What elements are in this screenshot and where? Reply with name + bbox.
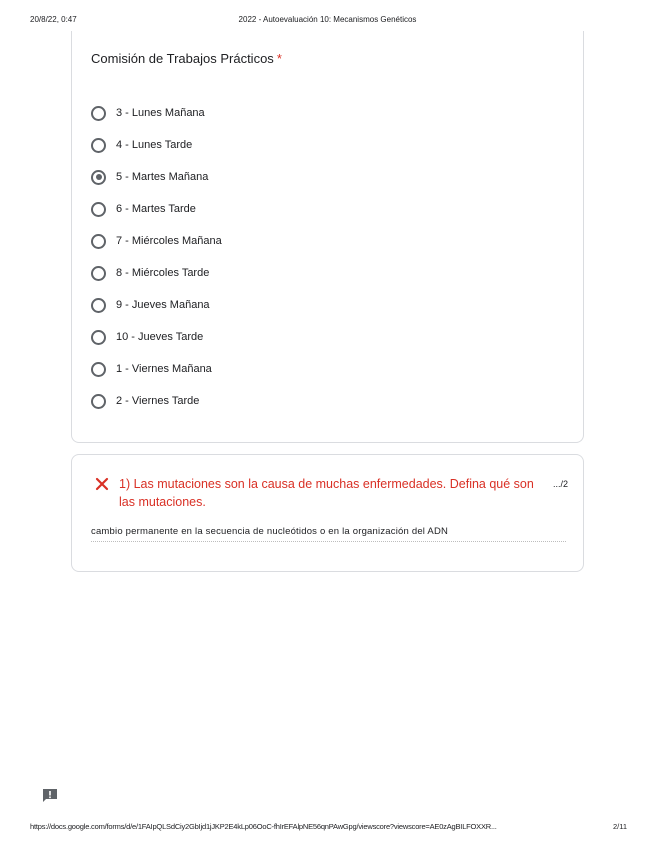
page-url: https://docs.google.com/forms/d/e/1FAIpQLSdCiy2GbIjd1jJKP2E4kLp06OoC-fhIrEFAlpNE56qnPAwGpg/viewscore?viewscore=AE0zAgBILFOXXR...	[30, 822, 497, 831]
radio-button[interactable]	[91, 298, 106, 313]
radio-button[interactable]	[91, 106, 106, 121]
radio-button[interactable]	[91, 202, 106, 217]
radio-option[interactable]	[91, 97, 222, 129]
radio-button[interactable]	[91, 234, 106, 249]
radio-option[interactable]	[91, 129, 222, 161]
print-header	[0, 15, 655, 27]
radio-button[interactable]	[91, 330, 106, 345]
radio-label: 6 - Martes Tarde	[116, 203, 196, 215]
radio-button[interactable]	[91, 138, 106, 153]
report-icon[interactable]	[42, 788, 58, 802]
question-score: .../2	[552, 479, 568, 489]
required-mark: *	[276, 51, 282, 66]
radio-label: 8 - Miércoles Tarde	[116, 267, 210, 279]
radio-label: 3 - Lunes Mañana	[116, 107, 205, 119]
radio-label: 4 - Lunes Tarde	[116, 139, 193, 151]
radio-label: 1 - Viernes Mañana	[116, 363, 212, 375]
question-title	[91, 51, 282, 66]
radio-option[interactable]	[91, 257, 222, 289]
page-number: 2/11	[612, 822, 627, 831]
print-date: 20/8/22, 0:47	[30, 15, 77, 24]
answer-text: cambio permanente en la secuencia de nucleótidos o en la organización del ADN	[91, 526, 566, 542]
radio-option[interactable]	[91, 353, 222, 385]
radio-button[interactable]	[91, 362, 106, 377]
question-title-text: Comisión de Trabajos Prácticos	[91, 51, 274, 66]
radio-option[interactable]	[91, 193, 222, 225]
radio-option[interactable]	[91, 321, 222, 353]
radio-label: 10 - Jueves Tarde	[116, 331, 204, 343]
question-text: 1) Las mutaciones son la causa de muchas enfermedades. Defina qué son las mutaciones.	[119, 477, 534, 509]
radio-label: 9 - Jueves Mañana	[116, 299, 210, 311]
radio-option[interactable]	[91, 225, 222, 257]
radio-label: 7 - Miércoles Mañana	[116, 235, 222, 247]
close-icon	[94, 476, 110, 492]
question-header	[94, 475, 574, 511]
print-footer	[0, 822, 655, 834]
print-title: 2022 - Autoevaluación 10: Mecanismos Genéticos	[238, 15, 417, 24]
question-card-comision	[71, 31, 584, 443]
radio-button[interactable]	[91, 394, 106, 409]
radio-option[interactable]	[91, 385, 222, 417]
radio-option[interactable]	[91, 289, 222, 321]
radio-label: 2 - Viernes Tarde	[116, 395, 200, 407]
radio-button[interactable]	[91, 266, 106, 281]
question-card-mutaciones	[71, 454, 584, 572]
radio-option-selected[interactable]	[91, 161, 222, 193]
radio-label: 5 - Martes Mañana	[116, 171, 209, 183]
radio-button-checked[interactable]	[91, 170, 106, 185]
radio-group	[91, 97, 222, 417]
